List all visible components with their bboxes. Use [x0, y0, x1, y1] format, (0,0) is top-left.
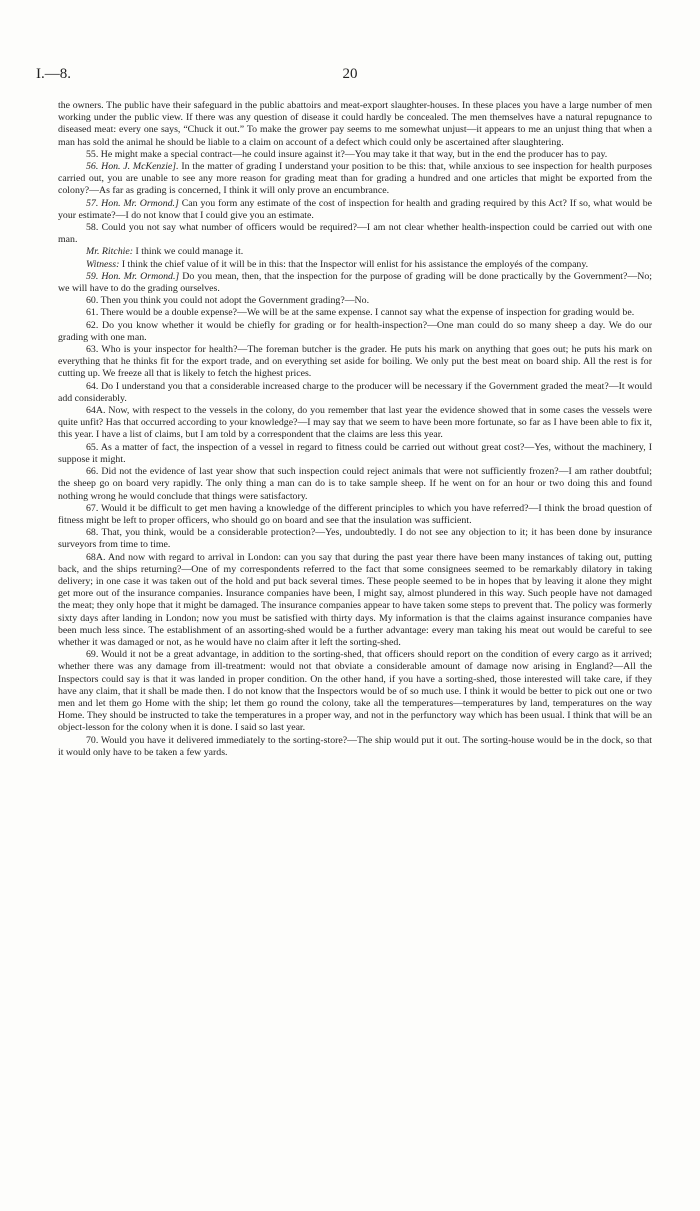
paragraph-text: 70. Would you have it delivered immediately to the sorting-store?—The ship would put it out. The sorting-house would be in the dock, so that it would only have to be taken a few yards.	[58, 734, 652, 758]
page-number: 20	[342, 66, 358, 82]
paragraph-text: 64A. Now, with respect to the vessels in the colony, do you remember that last year the evidence showed that in some cases the vessels were quite unfit? Has that occurred according to your knowledge?—I may say that we seem to have been more fortunate, so far as I have been able to fix it, this year. I have a list of claims, but I am told by a correspondent that the claims are less this year.	[58, 405, 652, 441]
paragraph	[58, 198, 652, 222]
paragraph	[58, 271, 652, 295]
paragraph-text: 68A. And now with regard to arrival in London: can you say that during the past year there have been many instances of taking out, putting back, and the ships returning?—One of my correspondents referred to the fact that some consignees seemed to be remarkably dilatory in taking delivery; in one case it was taken out of the hold and put back several times. These people seemed to be in hopes that by leaving it alone they might get more out of the insurance companies. Insurance companies have been, I might say, almost plundered in this way. Such people have not damaged the meat; they only hope that it might be damaged. The insurance companies appear to have taken some steps to prevent that. The policy was formerly sixty days after landing in London; now you must be satisfied with thirty days. My information is that the claims against insurance companies have been much less since. The establishment of an assorting-shed would be a further advantage: every man taking his meat out would be careful to see whether it was damaged or not, as he would have no claim after it left the sorting-shed.	[58, 551, 652, 648]
paragraph	[58, 405, 652, 442]
speaker-label: Witness:	[86, 258, 120, 270]
paragraph	[58, 442, 652, 466]
paragraph	[58, 735, 652, 759]
paragraph-text: 66. Did not the evidence of last year show that such inspection could reject animals that were not sufficiently frozen?—I am rather doubtful; the sheep go on board very rapidly. The only thing a man can do is to take sample sheep. If he went on for an hour or two doing this and found nothing wrong he would conclude that things were satisfactory.	[58, 466, 652, 502]
paragraph-text: 62. Do you know whether it would be chiefly for grading or for health-inspection?—One man could do so many sheep a day. We do our grading with one man.	[58, 319, 652, 343]
paragraph	[58, 100, 652, 149]
speaker-label: 59. Hon. Mr. Ormond.]	[86, 270, 180, 282]
paragraph-text: 64. Do I understand you that a considerable increased charge to the producer will be necessary if the Government graded the meat?—It would add considerably.	[58, 380, 652, 404]
paragraph	[58, 649, 652, 734]
paragraph-text: Can you form any estimate of the cost of inspection for health and grading required by this Act? If so, what would be your estimate?—I do not know that I could give you an estimate.	[58, 197, 653, 221]
speaker-label: 56. Hon. J. McKenzie].	[86, 161, 179, 173]
paragraph-text: the owners. The public have their safeguard in the public abattoirs and meat-export slaughter-houses. In these places you have a large number of men working under the public view. If there was any question of disease it could hardly be concealed. The men themselves have a natural repugnance to diseased meat: every one says, “Chuck it out.” To make the grower pay seems to me somewhat unjust—it appears to me an unjust thing that when a man has sold the animal he should be liable to a claim on account of a defect which could only be ascertained after slaughtering.	[58, 100, 652, 148]
paragraph	[58, 259, 652, 271]
paragraph-text: 68. That, you think, would be a considerable protection?—Yes, undoubtedly. I do not see any objection to it; it has been done by insurance surveyors from time to time.	[58, 527, 652, 551]
paragraph-text: In the matter of grading I understand your position to be this: that, while anxious to see inspection for health purposes carried out, you are unable to see any more reason for grading meat than for grading a hundred and one articles that might be exported from the colony?—As far as grading is concerned, I think it will only prove an encumbrance.	[58, 161, 652, 197]
paragraph-text: Do you mean, then, that the inspection for the purpose of grading will be done practically by the Government?—No; we will have to do the grading ourselves.	[58, 270, 652, 295]
paragraph	[58, 320, 652, 344]
speaker-label: 57. Hon. Mr. Ormond.]	[86, 197, 179, 209]
paragraph-text: I think the chief value of it will be in this: that the Inspector will enlist for his assistance the employés of the company.	[119, 258, 589, 270]
paragraph-text: 67. Would it be difficult to get men having a knowledge of the different principles to which you have referred?—I think the broad question of fitness might be left to proper officers, who should go on board and see that the insulation was sufficient.	[58, 502, 652, 526]
paragraph	[58, 161, 652, 198]
paragraph	[58, 246, 652, 258]
paragraph	[58, 307, 652, 319]
paragraph	[58, 295, 652, 307]
paragraph	[58, 552, 652, 650]
paragraph	[58, 381, 652, 405]
paragraph-text: I think we could manage it.	[133, 246, 244, 258]
paragraph	[58, 149, 652, 161]
paragraph-text: 61. There would be a double expense?—We will be at the same expense. I cannot say what the expense of inspection for grading would be.	[86, 307, 635, 319]
paragraph	[58, 466, 652, 503]
speaker-label: Mr. Ritchie:	[86, 246, 134, 258]
page-header	[28, 66, 672, 86]
paragraph-text: 58. Could you not say what number of officers would be required?—I am not clear whether health-inspection could be carried out with one man.	[58, 222, 652, 246]
paragraph-text: 63. Who is your inspector for health?—The foreman butcher is the grader. He puts his mark on anything that goes out; he puts his mark on everything that he thinks fit for the export trade, and on everything set aside for boiling. We only put the best meat on board ship. All the rest is for cutting up. We freeze all that is likely to fetch the highest prices.	[58, 344, 652, 380]
page-body	[58, 100, 652, 759]
paragraph-text: 69. Would it not be a great advantage, in addition to the sorting-shed, that officers should report on the condition of every cargo as it arrived; whether there was any damage from ill-treatment: would not that obviate a considerable amount of damage now arising in England?—All the Inspectors could say is that it was landed in proper condition. On the other hand, if you have a sorting-shed, those interested will take care, if they have any claim, that it shall be made then. I do not know that the Inspectors would be of so much use. I think it would be better to pick out one or two men and let them go Home with the ship; let them go round the colony, take all the temperatures—temperatures by land, temperatures on the way Home. They should be instructed to take the temperatures in a proper way, and not in the perfunctory way which has been usual. I think that will be an object-lesson for the colony when it is done. I said so last year.	[58, 649, 652, 734]
document-reference: I.—8.	[36, 66, 71, 82]
paragraph	[58, 503, 652, 527]
paragraph-text: 55. He might make a special contract—he could insure against it?—You may take it that way, but in the end the producer has to pay.	[86, 148, 608, 160]
paragraph	[58, 222, 652, 246]
paragraph-text: 60. Then you think you could not adopt the Government grading?—No.	[86, 295, 370, 307]
paragraph	[58, 344, 652, 381]
paragraph-text: 65. As a matter of fact, the inspection of a vessel in regard to fitness could be carried out without great cost?—Yes, without the machinery, I suppose it might.	[58, 441, 652, 465]
paragraph	[58, 527, 652, 551]
